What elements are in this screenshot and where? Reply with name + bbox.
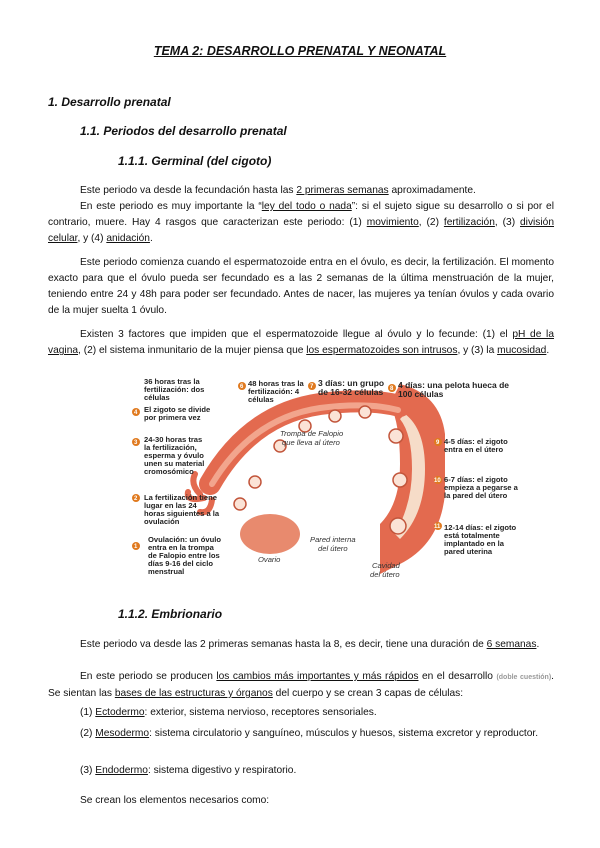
step-labels-right bbox=[434, 437, 519, 556]
svg-text:3: 3 bbox=[134, 440, 138, 446]
step-2-label: La fertilización tiene lugar en las 24 horas siguientes a la ovulación bbox=[144, 493, 220, 526]
step-3-label: 24-30 horas tras la fertilización, esperma y óvulo unen su material cromosómico bbox=[144, 435, 205, 476]
doble-cuestion-note: (doble cuestión) bbox=[496, 674, 552, 681]
svg-text:7: 7 bbox=[310, 384, 314, 390]
step-9-label: 4-5 días: el zigoto entra en el útero bbox=[444, 437, 508, 454]
fertilization-diagram bbox=[100, 374, 518, 582]
step-1-label: Ovulación: un óvulo entra en la trompa de Falopio entre los días 9-16 del ciclo menstrual bbox=[148, 535, 221, 576]
heading-periodos: 1.1. Periodos del desarrollo prenatal bbox=[80, 124, 287, 138]
step-4-label: El zigoto se divide por primera vez bbox=[144, 405, 211, 422]
svg-text:1: 1 bbox=[134, 544, 138, 550]
p1-line: Este periodo va desde la fecundación hasta las 2 primeras semanas aproximadamente. bbox=[80, 185, 476, 196]
cavity-label: Cavidad del útero bbox=[370, 561, 400, 579]
step-7-label: 3 días: un grupo de 16-32 células bbox=[318, 378, 385, 397]
heading-germinal: 1.1.1. Germinal (del cigoto) bbox=[118, 154, 272, 168]
layer-mesodermo: (2) Mesodermo: sistema circulatorio y sanguíneo, músculos y huesos, sistema excretor y reproductor. bbox=[80, 728, 539, 739]
svg-text:11: 11 bbox=[434, 524, 441, 530]
svg-text:10: 10 bbox=[434, 478, 441, 484]
paragraph-factores: Existen 3 factores que impiden que el espermatozoide llegue al óvulo y lo fecunde: (1) el pH de la vagina, (2) el sistema inmunitario de la mujer piensa que los espermatozoides son intrusos, y (3) la mucosidad. bbox=[48, 329, 554, 356]
svg-text:2: 2 bbox=[134, 496, 138, 502]
step-11-label: 12-14 días: el zigoto está totalmente implantado en la pared uterina bbox=[444, 523, 517, 556]
paragraph-germinal-intro bbox=[48, 183, 554, 247]
layer-ectodermo: (1) Ectodermo: exterior, sistema nervioso, receptores sensoriales. bbox=[80, 707, 377, 718]
wall-label: Pared interna del útero bbox=[310, 535, 356, 553]
heading-desarrollo-prenatal: 1. Desarrollo prenatal bbox=[48, 95, 171, 109]
svg-text:6: 6 bbox=[240, 384, 244, 390]
svg-text:4: 4 bbox=[134, 410, 138, 416]
p2-text: En este periodo es muy importante la “ley del todo o nada”: si el sujeto sigue su desarrollo o si por el contrario, muere. Hay 4 rasgos que caracterizan este periodo: (1) movimiento, (2) fertilización, (3) división celular, y (4) anidación. bbox=[48, 201, 554, 244]
paragraph-elementos: Se crean los elementos necesarios como: bbox=[80, 795, 270, 806]
paragraph-embrionario-duracion: Este periodo va desde las 2 primeras semanas hasta la 8, es decir, tiene una duración de 6 semanas. bbox=[80, 639, 540, 650]
ovary-label: Ovario bbox=[258, 555, 281, 564]
step-8-label: 4 días: una pelota hueca de 100 células bbox=[398, 380, 510, 399]
tube-label: Trompa de Falopio que lleva al útero bbox=[280, 429, 344, 447]
ovary-shape bbox=[240, 514, 300, 554]
paragraph-fertilizacion: Este periodo comienza cuando el espermatozoide entra en el óvulo, es decir, la fertilización. El momento exacto para que el óvulo pueda ser fecundado es a las 2 semanas de la última menstruación de la mujer, teniendo entre 24 y 48h para poder ser fecundado. Antes de nacer, las mujeres ya tenían óvulos y cada ovario de la mujer suelta 1 óvulo. bbox=[48, 257, 554, 316]
step-5-label: 36 horas tras la fertilización: dos células bbox=[144, 377, 205, 402]
page-title: TEMA 2: DESARROLLO PRENATAL Y NEONATAL bbox=[153, 44, 447, 58]
step-6-label: 48 horas tras la fertilización: 4 células bbox=[248, 379, 304, 404]
step-10-label: 6-7 días: el zigoto empieza a pegarse a la pared del útero bbox=[444, 475, 518, 500]
paragraph-embrionario-cambios: En este periodo se producen los cambios más importantes y más rápidos en el desarrollo (doble cuestión). Se sientan las bases de las estructuras y órganos del cuerpo y se crean 3 capas de células: bbox=[48, 671, 554, 699]
svg-text:9: 9 bbox=[436, 440, 440, 446]
heading-embrionario: 1.1.2. Embrionario bbox=[118, 607, 223, 621]
svg-text:8: 8 bbox=[390, 386, 394, 392]
layer-endodermo: (3) Endodermo: sistema digestivo y respiratorio. bbox=[80, 765, 297, 776]
